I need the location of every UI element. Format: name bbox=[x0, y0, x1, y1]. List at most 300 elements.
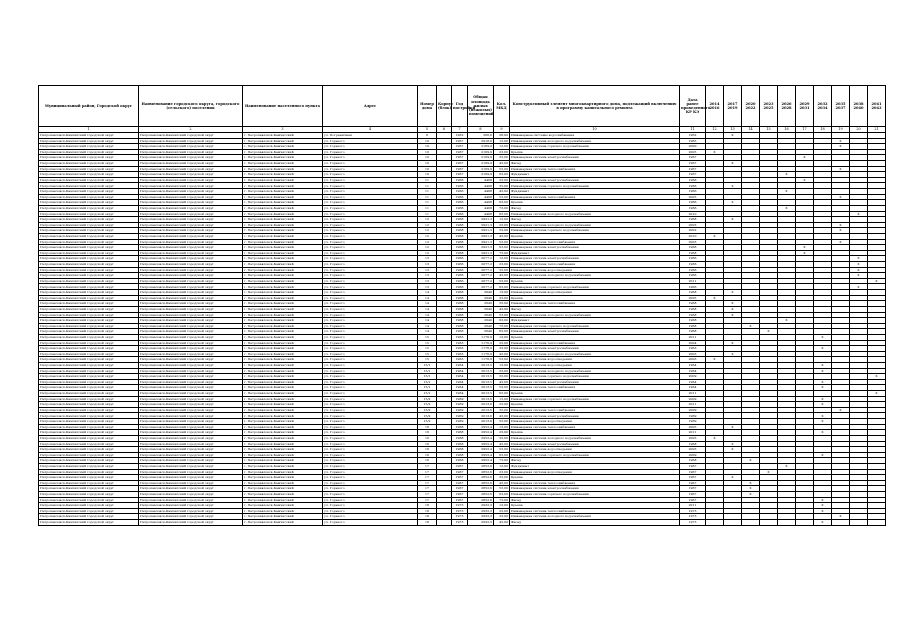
house-number-cell: 17 bbox=[418, 475, 437, 481]
municipality-cell: Петропавловск-Камчатский городской округ bbox=[39, 329, 139, 335]
period-cell: X bbox=[778, 189, 796, 195]
municipality-cell: Петропавловск-Камчатский городской округ bbox=[39, 301, 139, 307]
build-year-cell: 1967 bbox=[452, 480, 468, 486]
settlement-cell: Петропавловск-Камчатский городской округ bbox=[139, 486, 243, 492]
municipality-cell: Петропавловск-Камчатский городской округ bbox=[39, 346, 139, 352]
element-cell: Фундамент bbox=[510, 463, 680, 469]
column-number: 6 bbox=[437, 127, 452, 133]
area-cell: 2077,2 bbox=[468, 278, 494, 284]
address-cell: ул. Горького bbox=[323, 520, 418, 526]
count-cell: 73,00 bbox=[494, 458, 510, 464]
house-number-cell: 12 bbox=[418, 245, 437, 251]
address-cell: ул. Горького bbox=[323, 155, 418, 161]
period-cell: X bbox=[814, 419, 832, 425]
build-year-cell: 1973 bbox=[452, 503, 468, 509]
municipality-cell: Петропавловск-Камчатский городской округ bbox=[39, 357, 139, 363]
locality-cell: г. Петропавловск-Камчатский bbox=[243, 205, 323, 211]
settlement-cell: Петропавловск-Камчатский городской округ bbox=[139, 233, 243, 239]
build-year-cell: 1967 bbox=[452, 149, 468, 155]
address-cell: ул. Горького bbox=[323, 233, 418, 239]
settlement-cell: Петропавловск-Камчатский городской округ bbox=[139, 177, 243, 183]
area-cell: 2077,2 bbox=[468, 262, 494, 268]
address-cell: ул. Горького bbox=[323, 346, 418, 352]
period-cell: X bbox=[796, 155, 814, 161]
area-cell: 2952,4 bbox=[468, 435, 494, 441]
element-cell: Инженерная система теплоснабжения bbox=[510, 508, 680, 514]
house-number-cell: 13 bbox=[418, 267, 437, 273]
municipality-cell: Петропавловск-Камчатский городской округ bbox=[39, 475, 139, 481]
address-cell: ул. Горького bbox=[323, 447, 418, 453]
period-cell: X bbox=[742, 323, 760, 329]
settlement-cell: Петропавловск-Камчатский городской округ bbox=[139, 346, 243, 352]
municipality-cell: Петропавловск-Камчатский городской округ bbox=[39, 149, 139, 155]
area-cell: 2169,9 bbox=[468, 166, 494, 172]
column-header: 2032 2034 bbox=[814, 86, 832, 127]
locality-cell: г. Петропавловск-Камчатский bbox=[243, 295, 323, 301]
count-cell: 43,00 bbox=[494, 379, 510, 385]
period-cell: X bbox=[724, 161, 742, 167]
house-number-cell: 12 bbox=[418, 228, 437, 234]
settlement-cell: Петропавловск-Камчатский городской округ bbox=[139, 262, 243, 268]
house-number-cell: 16 bbox=[418, 447, 437, 453]
count-cell: 63,00 bbox=[494, 200, 510, 206]
house-number-cell: 14 bbox=[418, 323, 437, 329]
build-year-cell: 1966 bbox=[452, 189, 468, 195]
area-cell: 2169,9 bbox=[468, 149, 494, 155]
period-cell: X bbox=[832, 138, 850, 144]
count-cell: 53,00 bbox=[494, 239, 510, 245]
build-year-cell: 1968 bbox=[452, 301, 468, 307]
house-number-cell: 12 bbox=[418, 217, 437, 223]
element-cell: Инженерная система горячего водоснабжения bbox=[510, 374, 680, 380]
locality-cell: г. Петропавловск-Камчатский bbox=[243, 469, 323, 475]
house-number-cell: 15 bbox=[418, 351, 437, 357]
build-year-cell: 1963 bbox=[452, 351, 468, 357]
house-number-cell: 14 bbox=[418, 295, 437, 301]
municipality-cell: Петропавловск-Камчатский городской округ bbox=[39, 514, 139, 520]
address-cell: ул. Горького bbox=[323, 306, 418, 312]
municipality-cell: Петропавловск-Камчатский городской округ bbox=[39, 194, 139, 200]
address-cell: ул. Горького bbox=[323, 205, 418, 211]
house-number-cell: 14 bbox=[418, 306, 437, 312]
area-cell: 1176,9 bbox=[468, 357, 494, 363]
locality-cell: г. Петропавловск-Камчатский bbox=[243, 396, 323, 402]
count-cell: 33,00 bbox=[494, 183, 510, 189]
settlement-cell: Петропавловск-Камчатский городской округ bbox=[139, 144, 243, 150]
build-year-cell: 1966 bbox=[452, 267, 468, 273]
last-repair-date-cell: 1973 bbox=[680, 508, 706, 514]
address-cell: ул. Горького bbox=[323, 189, 418, 195]
element-cell: Фасад bbox=[510, 205, 680, 211]
area-cell: 2013,6 bbox=[468, 419, 494, 425]
build-year-cell: 1969 bbox=[452, 419, 468, 425]
column-header: 2017 2019 bbox=[724, 86, 742, 127]
settlement-cell: Петропавловск-Камчатский городской округ bbox=[139, 155, 243, 161]
element-cell: Крыша bbox=[510, 200, 680, 206]
period-cell: X bbox=[814, 497, 832, 503]
area-cell: 2918,0 bbox=[468, 138, 494, 144]
locality-cell: г. Петропавловск-Камчатский bbox=[243, 329, 323, 335]
settlement-cell: Петропавловск-Камчатский городской округ bbox=[139, 435, 243, 441]
address-cell: ул. Горького bbox=[323, 357, 418, 363]
settlement-cell: Петропавловск-Камчатский городской округ bbox=[139, 396, 243, 402]
locality-cell: г. Петропавловск-Камчатский bbox=[243, 149, 323, 155]
locality-cell: г. Петропавловск-Камчатский bbox=[243, 357, 323, 363]
municipality-cell: Петропавловск-Камчатский городской округ bbox=[39, 368, 139, 374]
house-number-cell: 13 bbox=[418, 278, 437, 284]
element-cell: Крыша bbox=[510, 233, 680, 239]
build-year-cell: 1967 bbox=[452, 155, 468, 161]
settlement-cell: Петропавловск-Камчатский городской округ bbox=[139, 368, 243, 374]
area-cell: 306,6 bbox=[468, 133, 494, 139]
element-cell: Инженерная система теплоснабжения bbox=[510, 385, 680, 391]
element-cell: Фасад bbox=[510, 520, 680, 526]
area-cell: 2932,3 bbox=[468, 520, 494, 526]
element-cell: Инженерная система теплоснабжения bbox=[510, 424, 680, 430]
element-cell: Инженерная система холодного водоснабжения bbox=[510, 435, 680, 441]
area-cell: 2952,4 bbox=[468, 458, 494, 464]
period-cell: X bbox=[868, 374, 886, 380]
period-cell: X bbox=[724, 217, 742, 223]
column-number: 13 bbox=[724, 127, 742, 133]
address-cell: ул. Пограничная bbox=[323, 133, 418, 139]
column-number: 5 bbox=[418, 127, 437, 133]
period-cell: X bbox=[850, 211, 868, 217]
municipality-cell: Петропавловск-Камчатский городской округ bbox=[39, 469, 139, 475]
period-cell: X bbox=[832, 228, 850, 234]
settlement-cell: Петропавловск-Камчатский городской округ bbox=[139, 138, 243, 144]
area-cell: 2921,3 bbox=[468, 222, 494, 228]
house-number-cell: 11 bbox=[418, 183, 437, 189]
municipality-cell: Петропавловск-Камчатский городской округ bbox=[39, 447, 139, 453]
element-cell: Инженерная система водоотведения bbox=[510, 447, 680, 453]
last-repair-date-cell: 1967 bbox=[680, 480, 706, 486]
build-year-cell: 1964 bbox=[452, 374, 468, 380]
address-cell: ул. Горького bbox=[323, 379, 418, 385]
period-cell: X bbox=[760, 329, 778, 335]
locality-cell: г. Петропавловск-Камчатский bbox=[243, 228, 323, 234]
last-repair-date-cell: 1966 bbox=[680, 183, 706, 189]
last-repair-date-cell: 2002 bbox=[680, 228, 706, 234]
locality-cell: г. Петропавловск-Камчатский bbox=[243, 155, 323, 161]
period-cell: X bbox=[868, 391, 886, 397]
period-cell: X bbox=[742, 492, 760, 498]
period-cell: X bbox=[832, 194, 850, 200]
build-year-cell: 1966 bbox=[452, 183, 468, 189]
area-cell: 2640 bbox=[468, 323, 494, 329]
period-cell: X bbox=[832, 514, 850, 520]
column-number: 10 bbox=[510, 127, 680, 133]
area-cell: 2013,6 bbox=[468, 407, 494, 413]
locality-cell: г. Петропавловск-Камчатский bbox=[243, 312, 323, 318]
settlement-cell: Петропавловск-Камчатский городской округ bbox=[139, 217, 243, 223]
count-cell: 43,00 bbox=[494, 480, 510, 486]
settlement-cell: Петропавловск-Камчатский городской округ bbox=[139, 222, 243, 228]
house-number-cell: 15/2 bbox=[418, 407, 437, 413]
settlement-cell: Петропавловск-Камчатский городской округ bbox=[139, 250, 243, 256]
count-cell: 73,00 bbox=[494, 205, 510, 211]
house-number-cell: 10 bbox=[418, 161, 437, 167]
locality-cell: г. Петропавловск-Камчатский bbox=[243, 497, 323, 503]
address-cell: ул. Горького bbox=[323, 144, 418, 150]
locality-cell: г. Петропавловск-Камчатский bbox=[243, 262, 323, 268]
element-cell: Инженерная система электроснабжения bbox=[510, 441, 680, 447]
build-year-cell: 1968 bbox=[452, 228, 468, 234]
area-cell: 2952,4 bbox=[468, 447, 494, 453]
settlement-cell: Петропавловск-Камчатский городской округ bbox=[139, 200, 243, 206]
last-repair-date-cell: 2011 bbox=[680, 503, 706, 509]
count-cell: 63,00 bbox=[494, 284, 510, 290]
count-cell: 12,00 bbox=[494, 138, 510, 144]
table-header bbox=[39, 86, 886, 133]
table-body bbox=[39, 133, 886, 526]
area-cell: 2852,6 bbox=[468, 497, 494, 503]
count-cell: 73,00 bbox=[494, 323, 510, 329]
address-cell: ул. Горького bbox=[323, 441, 418, 447]
address-cell: ул. Горького bbox=[323, 250, 418, 256]
element-cell: Инженерная система электроснабжения bbox=[510, 413, 680, 419]
area-cell: 2852,6 bbox=[468, 480, 494, 486]
last-repair-date-cell: 2011 bbox=[680, 391, 706, 397]
build-year-cell: 1962 bbox=[452, 133, 468, 139]
last-repair-date-cell: 2004 bbox=[680, 340, 706, 346]
element-cell: Инженерная система горячего водоснабжения bbox=[510, 183, 680, 189]
last-repair-date-cell: 1967 bbox=[680, 463, 706, 469]
count-cell: 13,00 bbox=[494, 144, 510, 150]
municipality-cell: Петропавловск-Камчатский городской округ bbox=[39, 155, 139, 161]
period-cell bbox=[706, 520, 724, 526]
period-cell: X bbox=[742, 486, 760, 492]
build-year-cell: 1963 bbox=[452, 340, 468, 346]
period-cell: X bbox=[814, 508, 832, 514]
locality-cell: г. Петропавловск-Камчатский bbox=[243, 200, 323, 206]
period-cell: X bbox=[724, 424, 742, 430]
build-year-cell: 1964 bbox=[452, 391, 468, 397]
municipality-cell: Петропавловск-Камчатский городской округ bbox=[39, 262, 139, 268]
element-cell: Инженерная система холодного водоснабжения bbox=[510, 273, 680, 279]
period-cell bbox=[850, 520, 868, 526]
period-cell: X bbox=[724, 475, 742, 481]
address-cell: ул. Горького bbox=[323, 475, 418, 481]
build-year-cell: 1968 bbox=[452, 239, 468, 245]
period-cell: X bbox=[814, 362, 832, 368]
address-cell: ул. Горького bbox=[323, 368, 418, 374]
build-year-cell: 1967 bbox=[452, 161, 468, 167]
settlement-cell: Петропавловск-Камчатский городской округ bbox=[139, 189, 243, 195]
address-cell: ул. Горького bbox=[323, 362, 418, 368]
locality-cell: г. Петропавловск-Камчатский bbox=[243, 351, 323, 357]
area-cell: 2169,9 bbox=[468, 144, 494, 150]
period-cell: X bbox=[724, 441, 742, 447]
element-cell: Фасад bbox=[510, 217, 680, 223]
municipality-cell: Петропавловск-Камчатский городской округ bbox=[39, 284, 139, 290]
municipality-cell: Петропавловск-Камчатский городской округ bbox=[39, 138, 139, 144]
period-cell: X bbox=[814, 402, 832, 408]
column-number: 21 bbox=[868, 127, 886, 133]
municipality-cell: Петропавловск-Камчатский городской округ bbox=[39, 402, 139, 408]
column-number: 1 bbox=[39, 127, 139, 133]
build-year-cell: 1966 bbox=[452, 194, 468, 200]
municipality-cell: Петропавловск-Камчатский городской округ bbox=[39, 362, 139, 368]
area-cell: 2952,4 bbox=[468, 441, 494, 447]
address-cell: ул. Горького bbox=[323, 138, 418, 144]
column-number: 11 bbox=[680, 127, 706, 133]
build-year-cell: 1966 bbox=[452, 284, 468, 290]
build-year-cell: 1967 bbox=[452, 469, 468, 475]
column-number: 9 bbox=[494, 127, 510, 133]
locality-cell: г. Петропавловск-Камчатский bbox=[243, 273, 323, 279]
build-year-cell: 1968 bbox=[452, 233, 468, 239]
element-cell: Фундамент bbox=[510, 172, 680, 178]
locality-cell: г. Петропавловск-Камчатский bbox=[243, 318, 323, 324]
settlement-cell: Петропавловск-Камчатский городской округ bbox=[139, 284, 243, 290]
period-cell: X bbox=[724, 290, 742, 296]
element-cell: Инженерная система горячего водоснабжения bbox=[510, 396, 680, 402]
locality-cell: г. Петропавловск-Камчатский bbox=[243, 301, 323, 307]
address-cell: ул. Горького bbox=[323, 391, 418, 397]
count-cell: 23,00 bbox=[494, 402, 510, 408]
count-cell: 43,00 bbox=[494, 161, 510, 167]
element-cell: Фундамент bbox=[510, 250, 680, 256]
municipality-cell: Петропавловск-Камчатский городской округ bbox=[39, 441, 139, 447]
address-cell: ул. Горького bbox=[323, 256, 418, 262]
area-cell: 2952,4 bbox=[468, 430, 494, 436]
last-repair-date-cell: 1963 bbox=[680, 346, 706, 352]
column-header: 2038 2040 bbox=[850, 86, 868, 127]
locality-cell: г. Петропавловск-Камчатский bbox=[243, 278, 323, 284]
locality-cell: г. Петропавловск-Камчатский bbox=[243, 183, 323, 189]
settlement-cell: Петропавловск-Камчатский городской округ bbox=[139, 492, 243, 498]
address-cell: ул. Горького bbox=[323, 217, 418, 223]
count-cell: 23,00 bbox=[494, 469, 510, 475]
element-cell: Инженерная система электроснабжения bbox=[510, 486, 680, 492]
period-cell: X bbox=[706, 233, 724, 239]
locality-cell: г. Петропавловск-Камчатский bbox=[243, 166, 323, 172]
period-cell: X bbox=[742, 480, 760, 486]
settlement-cell: Петропавловск-Камчатский городской округ bbox=[139, 278, 243, 284]
build-year-cell: 1968 bbox=[452, 441, 468, 447]
address-cell: ул. Горького bbox=[323, 503, 418, 509]
area-cell: 1176,9 bbox=[468, 340, 494, 346]
address-cell: ул. Горького bbox=[323, 301, 418, 307]
build-year-cell: 1968 bbox=[452, 430, 468, 436]
locality-cell: г. Петропавловск-Камчатский bbox=[243, 217, 323, 223]
address-cell: ул. Горького bbox=[323, 396, 418, 402]
column-header: 2041 2043 bbox=[868, 86, 886, 127]
period-cell: X bbox=[796, 250, 814, 256]
build-year-cell: 1968 bbox=[452, 290, 468, 296]
area-cell: 2169,9 bbox=[468, 161, 494, 167]
settlement-cell: Петропавловск-Камчатский городской округ bbox=[139, 194, 243, 200]
count-cell: 33,00 bbox=[494, 267, 510, 273]
column-number: 19 bbox=[832, 127, 850, 133]
period-cell: X bbox=[778, 463, 796, 469]
column-number: 4 bbox=[323, 127, 418, 133]
settlement-cell: Петропавловск-Камчатский городской округ bbox=[139, 273, 243, 279]
count-cell: 23,00 bbox=[494, 295, 510, 301]
count-cell: 28,00 bbox=[494, 133, 510, 139]
count-cell: 33,00 bbox=[494, 407, 510, 413]
column-header: Дата ранее проведенного КР КЭ bbox=[680, 86, 706, 127]
element-cell: Инженерная система холодного водоснабжения bbox=[510, 222, 680, 228]
period-cell: X bbox=[814, 452, 832, 458]
period-cell: X bbox=[706, 357, 724, 363]
municipality-cell: Петропавловск-Камчатский городской округ bbox=[39, 497, 139, 503]
house-number-cell: 15/1 bbox=[418, 385, 437, 391]
settlement-cell: Петропавловск-Камчатский городской округ bbox=[139, 183, 243, 189]
build-year-cell: 1968 bbox=[452, 312, 468, 318]
last-repair-date-cell: 2009 bbox=[680, 396, 706, 402]
address-cell: ул. Горького bbox=[323, 161, 418, 167]
municipality-cell: Петропавловск-Камчатский городской округ bbox=[39, 520, 139, 526]
count-cell: 53,00 bbox=[494, 166, 510, 172]
address-cell: ул. Горького bbox=[323, 166, 418, 172]
build-year-cell: 1973 bbox=[452, 520, 468, 526]
element-cell: Инженерная система теплоснабжения bbox=[510, 480, 680, 486]
locality-cell: г. Петропавловск-Камчатский bbox=[243, 486, 323, 492]
locality-cell: г. Петропавловск-Камчатский bbox=[243, 211, 323, 217]
build-year-cell: 1964 bbox=[452, 362, 468, 368]
municipality-cell: Петропавловск-Камчатский городской округ bbox=[39, 458, 139, 464]
locality-cell: г. Петропавловск-Камчатский bbox=[243, 379, 323, 385]
settlement-cell: Петропавловск-Камчатский городской округ bbox=[139, 256, 243, 262]
address-cell: ул. Горького bbox=[323, 323, 418, 329]
locality-cell: г. Петропавловск-Камчатский bbox=[243, 391, 323, 397]
build-year-cell: 1968 bbox=[452, 323, 468, 329]
last-repair-date-cell: 1968 bbox=[680, 318, 706, 324]
area-cell: 2921,3 bbox=[468, 245, 494, 251]
area-cell: 2013,6 bbox=[468, 402, 494, 408]
address-cell: ул. Горького bbox=[323, 435, 418, 441]
column-header: Конструктивный элемент многоквартирного дома, подлежащий включению в программу капитального ремонта bbox=[510, 86, 680, 127]
build-year-cell: 1966 bbox=[452, 278, 468, 284]
count-cell: 43,00 bbox=[494, 306, 510, 312]
municipality-cell: Петропавловск-Камчатский городской округ bbox=[39, 480, 139, 486]
period-cell: X bbox=[724, 447, 742, 453]
count-cell: 43,00 bbox=[494, 233, 510, 239]
municipality-cell: Петропавловск-Камчатский городской округ bbox=[39, 222, 139, 228]
address-cell: ул. Горького bbox=[323, 402, 418, 408]
municipality-cell: Петропавловск-Камчатский городской округ bbox=[39, 351, 139, 357]
address-cell: ул. Горького bbox=[323, 262, 418, 268]
locality-cell: г. Петропавловск-Камчатский bbox=[243, 413, 323, 419]
element-cell: Инженерная система холодного водоснабжения bbox=[510, 514, 680, 520]
locality-cell: г. Петропавловск-Камчатский bbox=[243, 492, 323, 498]
period-cell: X bbox=[814, 368, 832, 374]
last-repair-date-cell: 2003 bbox=[680, 447, 706, 453]
address-cell: ул. Горького bbox=[323, 290, 418, 296]
address-cell: ул. Горького bbox=[323, 278, 418, 284]
count-cell: 53,00 bbox=[494, 278, 510, 284]
settlement-cell: Петропавловск-Камчатский городской округ bbox=[139, 318, 243, 324]
area-cell: 2013,5 bbox=[468, 362, 494, 368]
settlement-cell: Петропавловск-Камчатский городской округ bbox=[139, 166, 243, 172]
last-repair-date-cell: 1966 bbox=[680, 256, 706, 262]
period-cell: X bbox=[850, 262, 868, 268]
settlement-cell: Петропавловск-Камчатский городской округ bbox=[139, 441, 243, 447]
last-repair-date-cell: 1967 bbox=[680, 475, 706, 481]
house-number-cell: 15 bbox=[418, 334, 437, 340]
count-cell: 13,00 bbox=[494, 463, 510, 469]
last-repair-date-cell: 2003 bbox=[680, 435, 706, 441]
settlement-cell: Петропавловск-Камчатский городской округ bbox=[139, 312, 243, 318]
municipality-cell: Петропавловск-Камчатский городской округ bbox=[39, 334, 139, 340]
locality-cell: г. Петропавловск-Камчатский bbox=[243, 424, 323, 430]
settlement-cell: Петропавловск-Камчатский городской округ bbox=[139, 452, 243, 458]
house-number-cell: 14 bbox=[418, 329, 437, 335]
column-number: 17 bbox=[796, 127, 814, 133]
address-cell: ул. Горького bbox=[323, 492, 418, 498]
